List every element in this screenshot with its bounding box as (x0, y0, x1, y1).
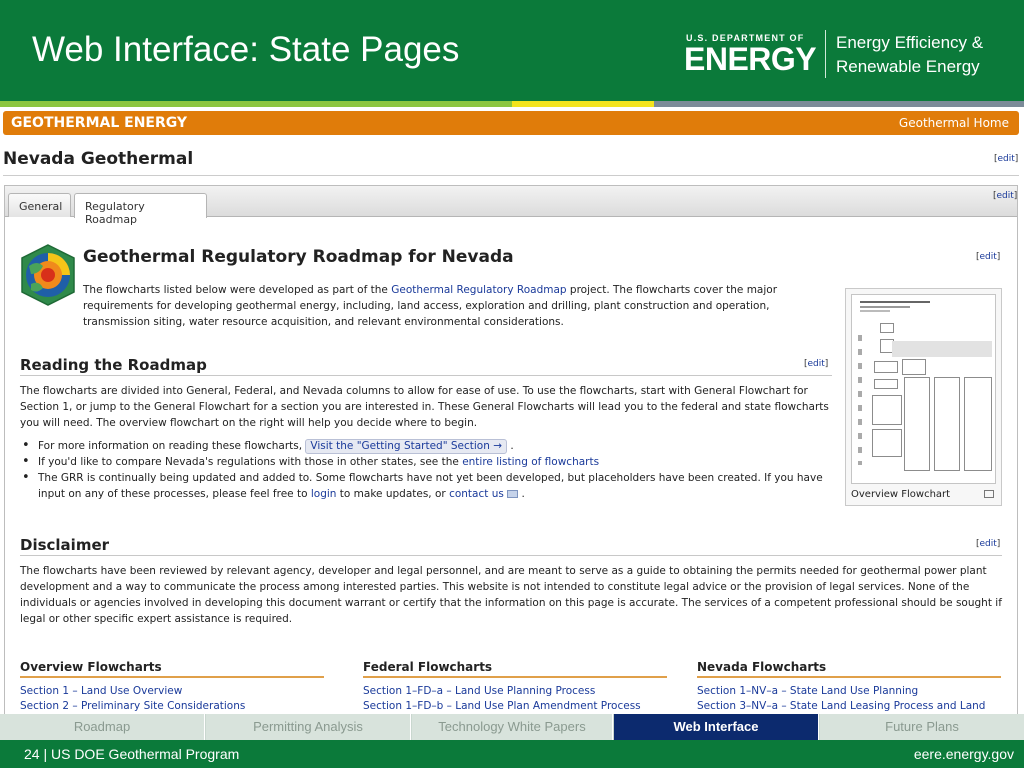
doe-logo-small-text: U.S. DEPARTMENT OF (686, 33, 805, 43)
contact-us-link[interactable]: contact us (449, 488, 504, 500)
tab-bar (5, 186, 1018, 226)
list-item (22, 438, 832, 454)
nav-future-plans[interactable]: Future Plans (820, 714, 1024, 740)
section-rule (20, 555, 1002, 556)
flowchart-image[interactable] (851, 294, 996, 484)
thumbnail-caption: Overview Flowchart (851, 489, 951, 500)
grr-project-link[interactable]: Geothermal Regulatory Roadmap (391, 284, 567, 296)
login-link[interactable]: login (310, 488, 337, 500)
column-rule (697, 676, 1001, 678)
banner-title: GEOTHERMAL ENERGY (11, 115, 188, 131)
edit-link-roadmap[interactable]: [edit] (976, 252, 1001, 262)
nevada-link-1[interactable]: Section 1–NV–a – State Land Use Planning (697, 685, 919, 697)
page-title: Nevada Geothermal (3, 149, 194, 169)
footer-website: eere.energy.gov (913, 746, 1014, 762)
column-rule (363, 676, 667, 678)
tab-general[interactable]: General (8, 193, 71, 217)
geothermal-home-link[interactable]: Geothermal Home (898, 116, 1009, 130)
overview-flowchart-thumbnail[interactable] (845, 288, 1002, 506)
list-item (22, 454, 832, 470)
nevada-flowcharts-title: Nevada Flowcharts (697, 660, 827, 674)
reading-bullets (22, 438, 832, 502)
logo-divider (825, 30, 826, 78)
reading-roadmap-title: Reading the Roadmap (20, 356, 207, 374)
edit-link-page[interactable]: [edit] (994, 154, 1019, 164)
eere-line-2: Renewable Energy (836, 57, 980, 76)
bullet-text: The GRR is continually being updated and added to. Some flowcharts have not yet been developed, but placeholders have been created. If you have input on any of these processes, please feel free to (38, 472, 823, 500)
column-rule (20, 676, 324, 678)
overview-link-section-2[interactable]: Section 2 – Preliminary Site Considerations (20, 700, 246, 712)
edit-link-disclaimer[interactable]: [edit] (976, 539, 1001, 549)
federal-flowcharts-title: Federal Flowcharts (363, 660, 493, 674)
color-stripe (0, 101, 1024, 107)
slide-footer (0, 740, 1024, 768)
reading-roadmap-body: The flowcharts are divided into General, Federal, and Nevada columns to allow for ease of use. To use the flowcharts, start with General Flowchart for Section 1, or jump to the General Flowchart for a section you are interested in. These General Flowcharts will lead you to the federal and state flowcharts you will need. The overview flowchart on the right will help you decide where to begin. (20, 385, 829, 429)
geothermal-earth-icon (19, 244, 77, 306)
getting-started-button[interactable]: Visit the "Getting Started" Section → (305, 439, 507, 454)
disclaimer-title: Disclaimer (20, 536, 110, 554)
edit-link-text[interactable]: edit (996, 191, 1014, 201)
edit-link-reading[interactable]: [edit] (804, 359, 829, 369)
edit-link-tabs[interactable]: [edit] (993, 191, 1018, 201)
expand-icon[interactable] (984, 490, 994, 498)
roadmap-intro-text-end: project. The flowcharts cover the major requirements for developing geothermal energy, including, land access, exploration and drilling, plant construction and operation, transmission siting, water resource acquisition, and relevant environmental considerations. (83, 284, 778, 328)
doe-logo-text: ENERGY (684, 41, 817, 77)
bottom-nav (0, 714, 1024, 740)
roadmap-intro (83, 282, 803, 330)
edit-link-text[interactable]: edit (979, 539, 997, 549)
disclaimer-body: The flowcharts have been reviewed by relevant agency, developer and legal personnel, and are meant to serve as a guide to obtaining the permits needed for geothermal power plant development and a way to communicate the process among interested parties. This website is not intended to constitute legal advice or the provision of legal services. None of the individuals or agencies involved in developing this document warrant or certify that the information on this page is accurate. The services of a competent professional should be sought if legal or other specific expert assistance is required. (20, 565, 1002, 625)
eere-line-1: Energy Efficiency & (836, 33, 984, 52)
content-panel (4, 185, 1018, 725)
flowcharts-listing-link[interactable]: entire listing of flowcharts (462, 456, 600, 468)
edit-link-text[interactable]: edit (979, 252, 997, 262)
geothermal-banner (3, 111, 1019, 135)
bullet-text: If you'd like to compare Nevada's regulations with those in other states, see the (38, 456, 463, 468)
slide-header (0, 0, 1024, 101)
federal-link-2[interactable]: Section 1–FD–b – Land Use Plan Amendment Process (363, 700, 641, 712)
tab-regulatory-roadmap[interactable]: Regulatory Roadmap (74, 193, 207, 218)
federal-link-1[interactable]: Section 1–FD–a – Land Use Planning Process (363, 685, 596, 697)
nevada-link-2[interactable]: Section 3–NV–a – State Land Leasing Process and Land (697, 700, 986, 712)
nav-technology-white-papers[interactable]: Technology White Papers (412, 714, 613, 740)
nav-permitting-analysis[interactable]: Permitting Analysis (206, 714, 411, 740)
edit-link-text[interactable]: edit (997, 154, 1015, 164)
bullet-text-end: . (507, 440, 514, 452)
edit-link-text[interactable]: edit (807, 359, 825, 369)
bullet-text-mid: to make updates, or (336, 488, 450, 500)
nav-roadmap[interactable]: Roadmap (0, 714, 205, 740)
slide-title: Web Interface: State Pages (32, 30, 460, 69)
nav-web-interface[interactable]: Web Interface (614, 714, 819, 740)
overview-flowcharts-title: Overview Flowcharts (20, 660, 162, 674)
heading-rule (3, 175, 1019, 176)
overview-link-section-1[interactable]: Section 1 – Land Use Overview (20, 685, 183, 697)
bullet-text: For more information on reading these flowcharts, (38, 440, 306, 452)
list-item (22, 470, 832, 502)
mail-icon[interactable] (507, 490, 518, 498)
footer-page-info: 24 | US DOE Geothermal Program (24, 746, 240, 762)
roadmap-intro-text: The flowcharts listed below were developed as part of the (83, 284, 392, 296)
section-rule (20, 375, 832, 376)
roadmap-title: Geothermal Regulatory Roadmap for Nevada (83, 247, 514, 267)
bullet-text-end: . (518, 488, 525, 500)
